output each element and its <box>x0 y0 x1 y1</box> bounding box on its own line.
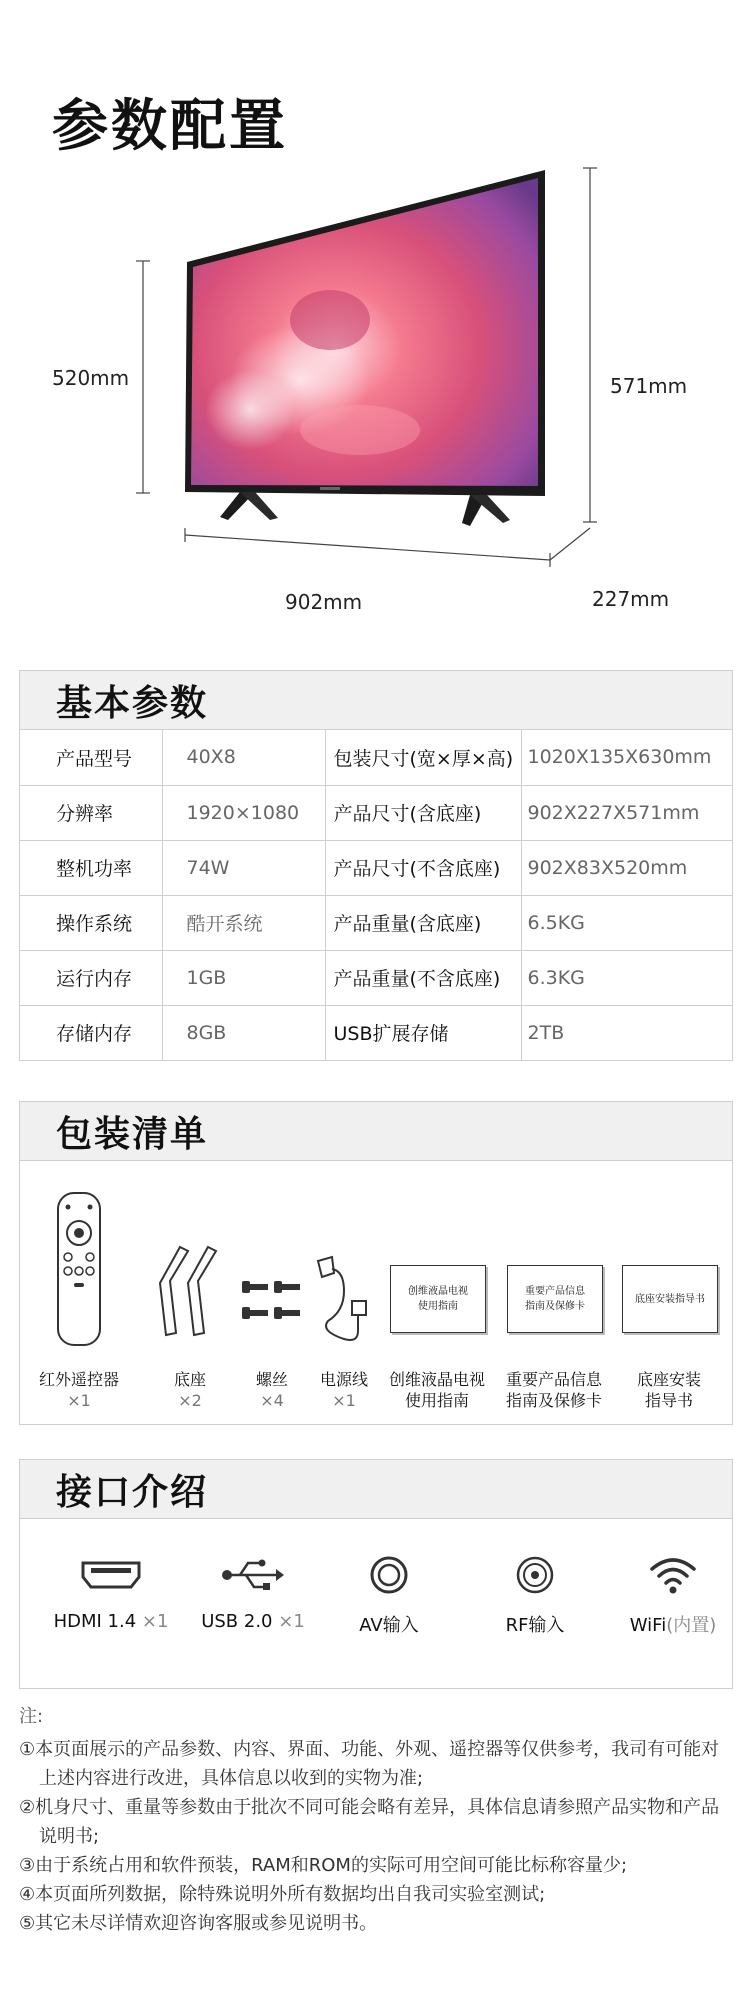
hdmi-port-icon <box>79 1560 143 1590</box>
section-title: 接口介绍 <box>56 1471 209 1513</box>
param-row <box>20 1005 732 1060</box>
section-title: 包装清单 <box>56 1113 209 1155</box>
screen-height-label: 520mm <box>52 366 130 390</box>
param-key: 存储内存 <box>20 1005 162 1060</box>
notes-head: 注: <box>19 1706 44 1727</box>
param-key: 产品尺寸(不含底座) <box>325 840 521 895</box>
param-key: 操作系统 <box>20 895 162 950</box>
note-item: ②机身尺寸、重量等参数由于批次不同可能会略有差异，具体信息请参照产品实物和产品说明书; <box>19 1797 720 1847</box>
port-usb: USB 2.0 ×1 <box>178 1553 328 1632</box>
package-section <box>19 1101 733 1425</box>
pkg-label-stand-install: 底座安装 指导书 <box>636 1370 701 1410</box>
wifi-icon <box>649 1555 697 1595</box>
port-rf: RF输入 <box>460 1553 610 1637</box>
param-key: 产品尺寸(含底座) <box>325 785 521 840</box>
param-key: 整机功率 <box>20 840 162 895</box>
basic-params-section <box>19 670 733 1061</box>
total-height-label: 571mm <box>610 374 688 398</box>
power-cord-icon <box>314 1251 374 1361</box>
pkg-label-power-cord: 电源线 ×1 <box>319 1370 368 1410</box>
port-av: AV输入 <box>314 1553 464 1637</box>
screws-icon <box>240 1271 304 1331</box>
note-item: ⑤其它未尽详情欢迎咨询客服或参见说明书。 <box>19 1913 378 1934</box>
pkg-label-screws: 螺丝 ×4 <box>255 1370 288 1410</box>
port-hdmi: HDMI 1.4 ×1 <box>36 1553 186 1632</box>
booklet-user-guide: 创维液晶电视 使用指南 <box>390 1265 486 1333</box>
ports-list <box>20 1519 732 1689</box>
param-value: 酷开系统 <box>162 895 325 950</box>
pkg-label-user-guide: 创维液晶电视 使用指南 <box>388 1370 485 1410</box>
pkg-label-warranty: 重要产品信息 指南及保修卡 <box>505 1370 602 1410</box>
booklet-stand-install: 底座安装指导书 <box>622 1265 718 1333</box>
page-title: 参数配置 <box>52 94 288 159</box>
param-row <box>20 840 732 895</box>
note-item: ③由于系统占用和软件预装，RAM和ROM的实际可用空间可能比标称容量少; <box>19 1855 628 1876</box>
stand-legs-icon <box>150 1241 230 1341</box>
booklet-warranty: 重要产品信息 指南及保修卡 <box>507 1265 603 1333</box>
param-row <box>20 785 732 840</box>
param-value: 40X8 <box>162 730 325 785</box>
section-header <box>20 1102 732 1161</box>
param-key: 包装尺寸(宽×厚×高) <box>325 730 521 785</box>
param-value: 902X227X571mm <box>521 785 732 840</box>
port-wifi: WiFi(内置) <box>598 1553 748 1637</box>
param-key: 产品重量(不含底座) <box>325 950 521 1005</box>
param-row <box>20 950 732 1005</box>
param-key: 分辨率 <box>20 785 162 840</box>
param-value: 6.3KG <box>521 950 732 1005</box>
param-value: 6.5KG <box>521 895 732 950</box>
rf-port-icon <box>515 1555 555 1595</box>
notes <box>19 1702 731 1938</box>
tv-dimension-diagram <box>0 150 750 630</box>
param-key: 产品型号 <box>20 730 162 785</box>
param-value: 8GB <box>162 1005 325 1060</box>
package-items <box>20 1161 732 1421</box>
remote-control-icon <box>56 1191 102 1347</box>
params-table <box>20 730 732 1060</box>
usb-icon <box>220 1558 286 1592</box>
param-key: 产品重量(含底座) <box>325 895 521 950</box>
av-port-icon <box>369 1555 409 1595</box>
param-row <box>20 730 732 785</box>
param-row <box>20 895 732 950</box>
pkg-label-remote: 红外遥控器 ×1 <box>38 1370 119 1410</box>
section-title: 基本参数 <box>56 682 209 724</box>
ports-section <box>19 1459 733 1689</box>
param-value: 1020X135X630mm <box>527 746 712 769</box>
param-value: 74W <box>162 840 325 895</box>
depth-label: 227mm <box>592 587 670 611</box>
param-key: 运行内存 <box>20 950 162 1005</box>
width-label: 902mm <box>285 590 363 614</box>
section-header <box>20 1460 732 1519</box>
param-value: 1920×1080 <box>162 785 325 840</box>
param-value: 1GB <box>162 950 325 1005</box>
note-item: ①本页面展示的产品参数、内容、界面、功能、外观、遥控器等仅供参考，我司有可能对上述内容进行改进，具体信息以收到的实物为准; <box>19 1739 720 1789</box>
note-item: ④本页面所列数据，除特殊说明外所有数据均出自我司实验室测试; <box>19 1884 546 1905</box>
param-value: 902X83X520mm <box>521 840 732 895</box>
pkg-label-stand: 底座 ×2 <box>173 1370 206 1410</box>
param-key: USB扩展存储 <box>325 1005 521 1060</box>
param-value: 2TB <box>521 1005 732 1060</box>
section-header <box>20 671 732 730</box>
